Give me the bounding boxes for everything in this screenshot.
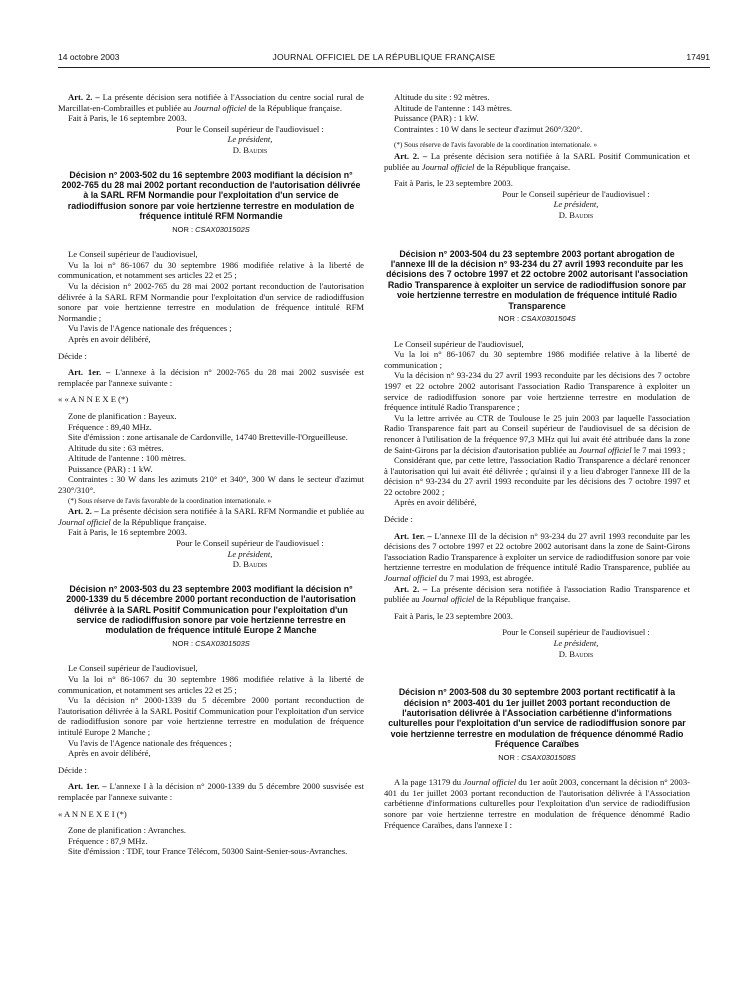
signature-role: Le président, [227,134,273,145]
annexe-heading: « « A N N E X E (*) [58,394,129,405]
signature-block [58,538,364,570]
paragraph: Le Conseil supérieur de l'audiovisuel, [394,338,524,349]
decision-503-title: Décision n° 2003-503 du 23 septembre 2003 modifiant la décision n° 2000-1339 du 5 décembre 2000 portant reconduction de l'autorisation délivrée à la SARL Positif Communication pour l'exploitation d'un service de radiodiffusion sonore par voie hertzienne terrestre en modulation de fréquence intitulé Europe 2 Manche [66,583,356,636]
signature-role: Le président, [553,199,599,210]
annexe-line: Zone de planification : Avranches. [68,825,186,836]
paragraph: Vu l'avis de l'Agence nationale des fréquences ; [68,737,232,748]
left-column [58,92,364,857]
signature-authority: Pour le Conseil supérieur de l'audiovisuel : [176,538,324,549]
article-1: Art. 1er. – L'annexe à la décision n° 2002-765 du 28 mai 2002 susvisée est remplacée par l'annexe suivante : [58,367,364,388]
footnote: (*) Sous réserve de l'avis favorable de la coordination internationale. » [68,496,272,505]
header-page-number: 17491 [686,52,710,62]
header-journal-title: JOURNAL OFFICIEL DE LA RÉPUBLIQUE FRANÇAISE [272,52,496,62]
header-rule [58,67,710,68]
decide-heading: Décide : [384,514,413,525]
paragraph: Vu la loi n° 86-1067 du 30 septembre 1986 modifiée relative à la liberté de communication, et notamment ses articles 22 et 25 ; [58,674,364,695]
annexe-line: Site d'émission : TDF, tour France Télécom, 50300 Saint-Senier-sous-Avranches. [68,846,348,857]
article-text: La présente décision sera notifiée à l'Association du centre social rural de Marcillat-en-Combrailles et publiée au [58,92,364,113]
header-date: 14 octobre 2003 [58,52,120,62]
paragraph: Vu la décision n° 2002-765 du 28 mai 2002 portant reconduction de l'autorisation délivrée à la SARL RFM Normandie pour l'exploitation d'un service de radiodiffusion sonore par voie hertzienne terrestre en modulation de fréquence intitulé RFM Normandie ; [58,280,364,323]
annexe-line: Fréquence : 89,40 MHz. [68,421,152,432]
annexe-line: Zone de planification : Bayeux. [68,410,177,421]
paragraph: Vu la loi n° 86-1067 du 30 septembre 1986 modifiée relative à la liberté de communication ; [384,349,690,370]
annexe-line: Altitude de l'antenne : 143 mètres. [394,102,513,113]
paragraph: Vu l'avis de l'Agence nationale des fréquences ; [68,323,232,334]
signature-name: D. Baudis [558,648,594,659]
annexe-line: Puissance (PAR) : 1 kW. [394,113,479,124]
journal-ref: Journal officiel [193,102,247,113]
signature-role: Le président, [553,638,599,648]
annexe-line: Altitude de l'antenne : 100 mètres. [68,453,187,464]
paragraph: Après en avoir délibéré, [68,333,151,344]
signature-name: D. Baudis [558,209,594,220]
paragraph: Après en avoir délibéré, [394,497,477,508]
signature-name: D. Baudis [232,559,268,570]
decision-502-title: Décision n° 2003-502 du 16 septembre 2003 modifiant la décision n° 2002-765 du 28 mai 2002 portant reconduction de l'autorisation délivrée à la SARL RFM Normandie pour l'exploitation d'un service de radiodiffusion sonore par voie hertzienne terrestre en modulation de fréquence intitulé RFM Normandie [61,169,361,222]
annexe-line: Contraintes : 30 W dans les azimuts 210° et 340°, 300 W dans le secteur d'azimut 230°/310°. [58,474,364,496]
paragraph: Considérant que, par cette lettre, l'association Radio Transparence a déclaré renoncer à l'autorisation qui lui avait été délivrée ; qu'ainsi il y a lieu d'abroger l'annexe III de la décision n° 93-234 du 27 avril 1993 reconduite par les décisions des 7 octobre 1997 et 22 octobre 2002 ; [384,455,690,497]
signature-authority: Pour le Conseil supérieur de l'audiovisuel : [176,123,324,134]
decide-heading: Décide : [58,764,87,775]
signature-authority: Pour le Conseil supérieur de l'audiovisuel : [502,627,650,638]
signature-block [384,627,690,659]
paragraph: Vu la décision n° 93-234 du 27 avril 1993 reconduite par les décisions des 7 octobre 1997 et 22 octobre 2002 autorisant l'association Radio Transparence à exploiter un service de radiodiffusion sonore par voie hertzienne terrestre en modulation de fréquence intitulé Radio Transparence ; [384,370,690,413]
article-2: Art. 2. – La présente décision sera notifiée à la SARL Positif Communication et publiée au Journal officiel de la République française. [384,150,690,172]
paragraph: Après en avoir délibéré, [68,748,151,759]
decision-504-nor: NOR : CSAX0301504S [498,313,576,323]
paragraph: A la page 13179 du Journal officiel du 1er août 2003, concernant la décision n° 2003-401 du 1er juillet 2003 portant reconduction de l'autorisation délivrée à l'Association carbétienne d'informations culturelles pour l'exploitation d'un service de radiodiffusion sonore par voie hertzienne terrestre en modulation de fréquence dénommé Radio Fréquence Caraïbes, dans l'annexe I : [384,777,690,830]
footnote: (*) Sous réserve de l'avis favorable de la coordination internationale. » [394,141,598,150]
signature-block [384,189,690,221]
annexe-line: Puissance (PAR) : 1 kW. [68,463,153,474]
article-1: Art. 1er. – L'annexe III de la décision n° 93-234 du 27 avril 1993 reconduite par les décisions des 7 octobre 1997 et 22 octobre 2002 autorisant dans la zone de Saint-Girons l'association Radio Transparence à exploiter un service de radiodiffusion sonore par voie hertzienne terrestre en modulation de fréquence intitulé Radio Transparence, publiée au Journal officiel du 7 mai 1993, est abrogée. [384,530,690,584]
paragraph: Vu la décision n° 2000-1339 du 5 décembre 2000 portant reconduction de l'autorisation délivrée à la SARL Positif Communication pour l'exploitation d'un service de radiodiffusion sonore par voie hertzienne terrestre en modulation de fréquence intitulé Europe 2 Manche ; [58,695,364,737]
article-label: Art. 2. – [68,92,100,102]
decision-508-title: Décision n° 2003-508 du 30 septembre 2003 portant rectificatif à la décision n° 2003-401 du 1er juillet 2003 portant reconduction de l'autorisation délivrée à l'Association carbétienne d'informations culturelles pour l'exploitation d'un service de radiodiffusion sonore par voie hertzienne terrestre en modulation de fréquence dénommé Radio Fréquence Caraïbes [388,687,686,750]
annexe-line: Contraintes : 10 W dans le secteur d'azimut 260°/320°. [394,123,583,134]
decide-heading: Décide : [58,350,87,361]
article-1: Art. 1er. – L'annexe I à la décision n° 2000-1339 du 5 décembre 2000 susvisée est remplacée par l'annexe suivante : [58,781,364,802]
annexe-line: Fréquence : 87,9 MHz. [68,835,148,846]
article-text: de la République française. [246,102,342,113]
signature-role: Le président, [227,548,273,559]
article-2: Art. 2. – La présente décision sera notifiée à la SARL RFM Normandie et publiée au Journal officiel de la République française. [58,506,364,527]
paragraph: Vu la lettre arrivée au CTR de Toulouse le 25 juin 2003 par laquelle l'association Radio Transparence fait part au Conseil supérieur de l'audiovisuel de sa décision de renoncer à l'utilisation de la fréquence 97,3 MHz qui lui avait été attribuée dans la zone de Saint-Girons par la décision d'autorisation publiée au Journal officiel le 7 mai 1993 ; [384,412,690,455]
signed-date: Fait à Paris, le 23 septembre 2003. [394,178,513,189]
signature-authority: Pour le Conseil supérieur de l'audiovisuel : [502,188,650,199]
annexe-heading: « A N N E X E I (*) [58,808,127,819]
article-2-rural-centre [58,92,364,113]
paragraph: Vu la loi n° 86-1067 du 30 septembre 1986 modifiée relative à la liberté de communication, et notamment ses articles 22 et 25 ; [58,259,364,281]
decision-504-title: Décision n° 2003-504 du 23 septembre 2003 portant abrogation de l'annexe III de la décision n° 93-234 du 27 avril 1993 reconduite par les décisions des 7 octobre 1997 et 22 octobre 2002 autorisant l'association Radio Transparence à exploiter un service de radiodiffusion sonore par voie hertzienne terrestre en modulation de fréquence intitulé Radio Transparence [386,248,688,311]
signed-date: Fait à Paris, le 23 septembre 2003. [394,610,513,621]
article-2: Art. 2. – La présente décision sera notifiée à l'association Radio Transparence et publiée au Journal officiel de la République française. [384,583,690,605]
paragraph: Le Conseil supérieur de l'audiovisuel, [68,663,198,674]
decision-502-nor: NOR : CSAX0301502S [172,224,250,234]
decision-508-nor: NOR : CSAX0301508S [498,752,576,762]
page-header [58,52,710,66]
signature-name: D. Baudis [232,144,268,155]
signature-block [58,124,364,156]
annexe-line: Altitude du site : 92 mètres. [394,92,490,102]
annexe-line: Altitude du site : 63 mètres. [68,442,164,453]
decision-503-nor: NOR : CSAX0301503S [172,638,250,648]
annexe-line: Site d'émission : zone artisanale de Cardonville, 14740 Bretteville-l'Orgueilleuse. [68,432,348,443]
right-column [384,92,690,830]
paragraph: Le Conseil supérieur de l'audiovisuel, [68,249,198,260]
signed-date: Fait à Paris, le 16 septembre 2003. [68,113,187,124]
signed-date: Fait à Paris, le 16 septembre 2003. [68,527,187,538]
